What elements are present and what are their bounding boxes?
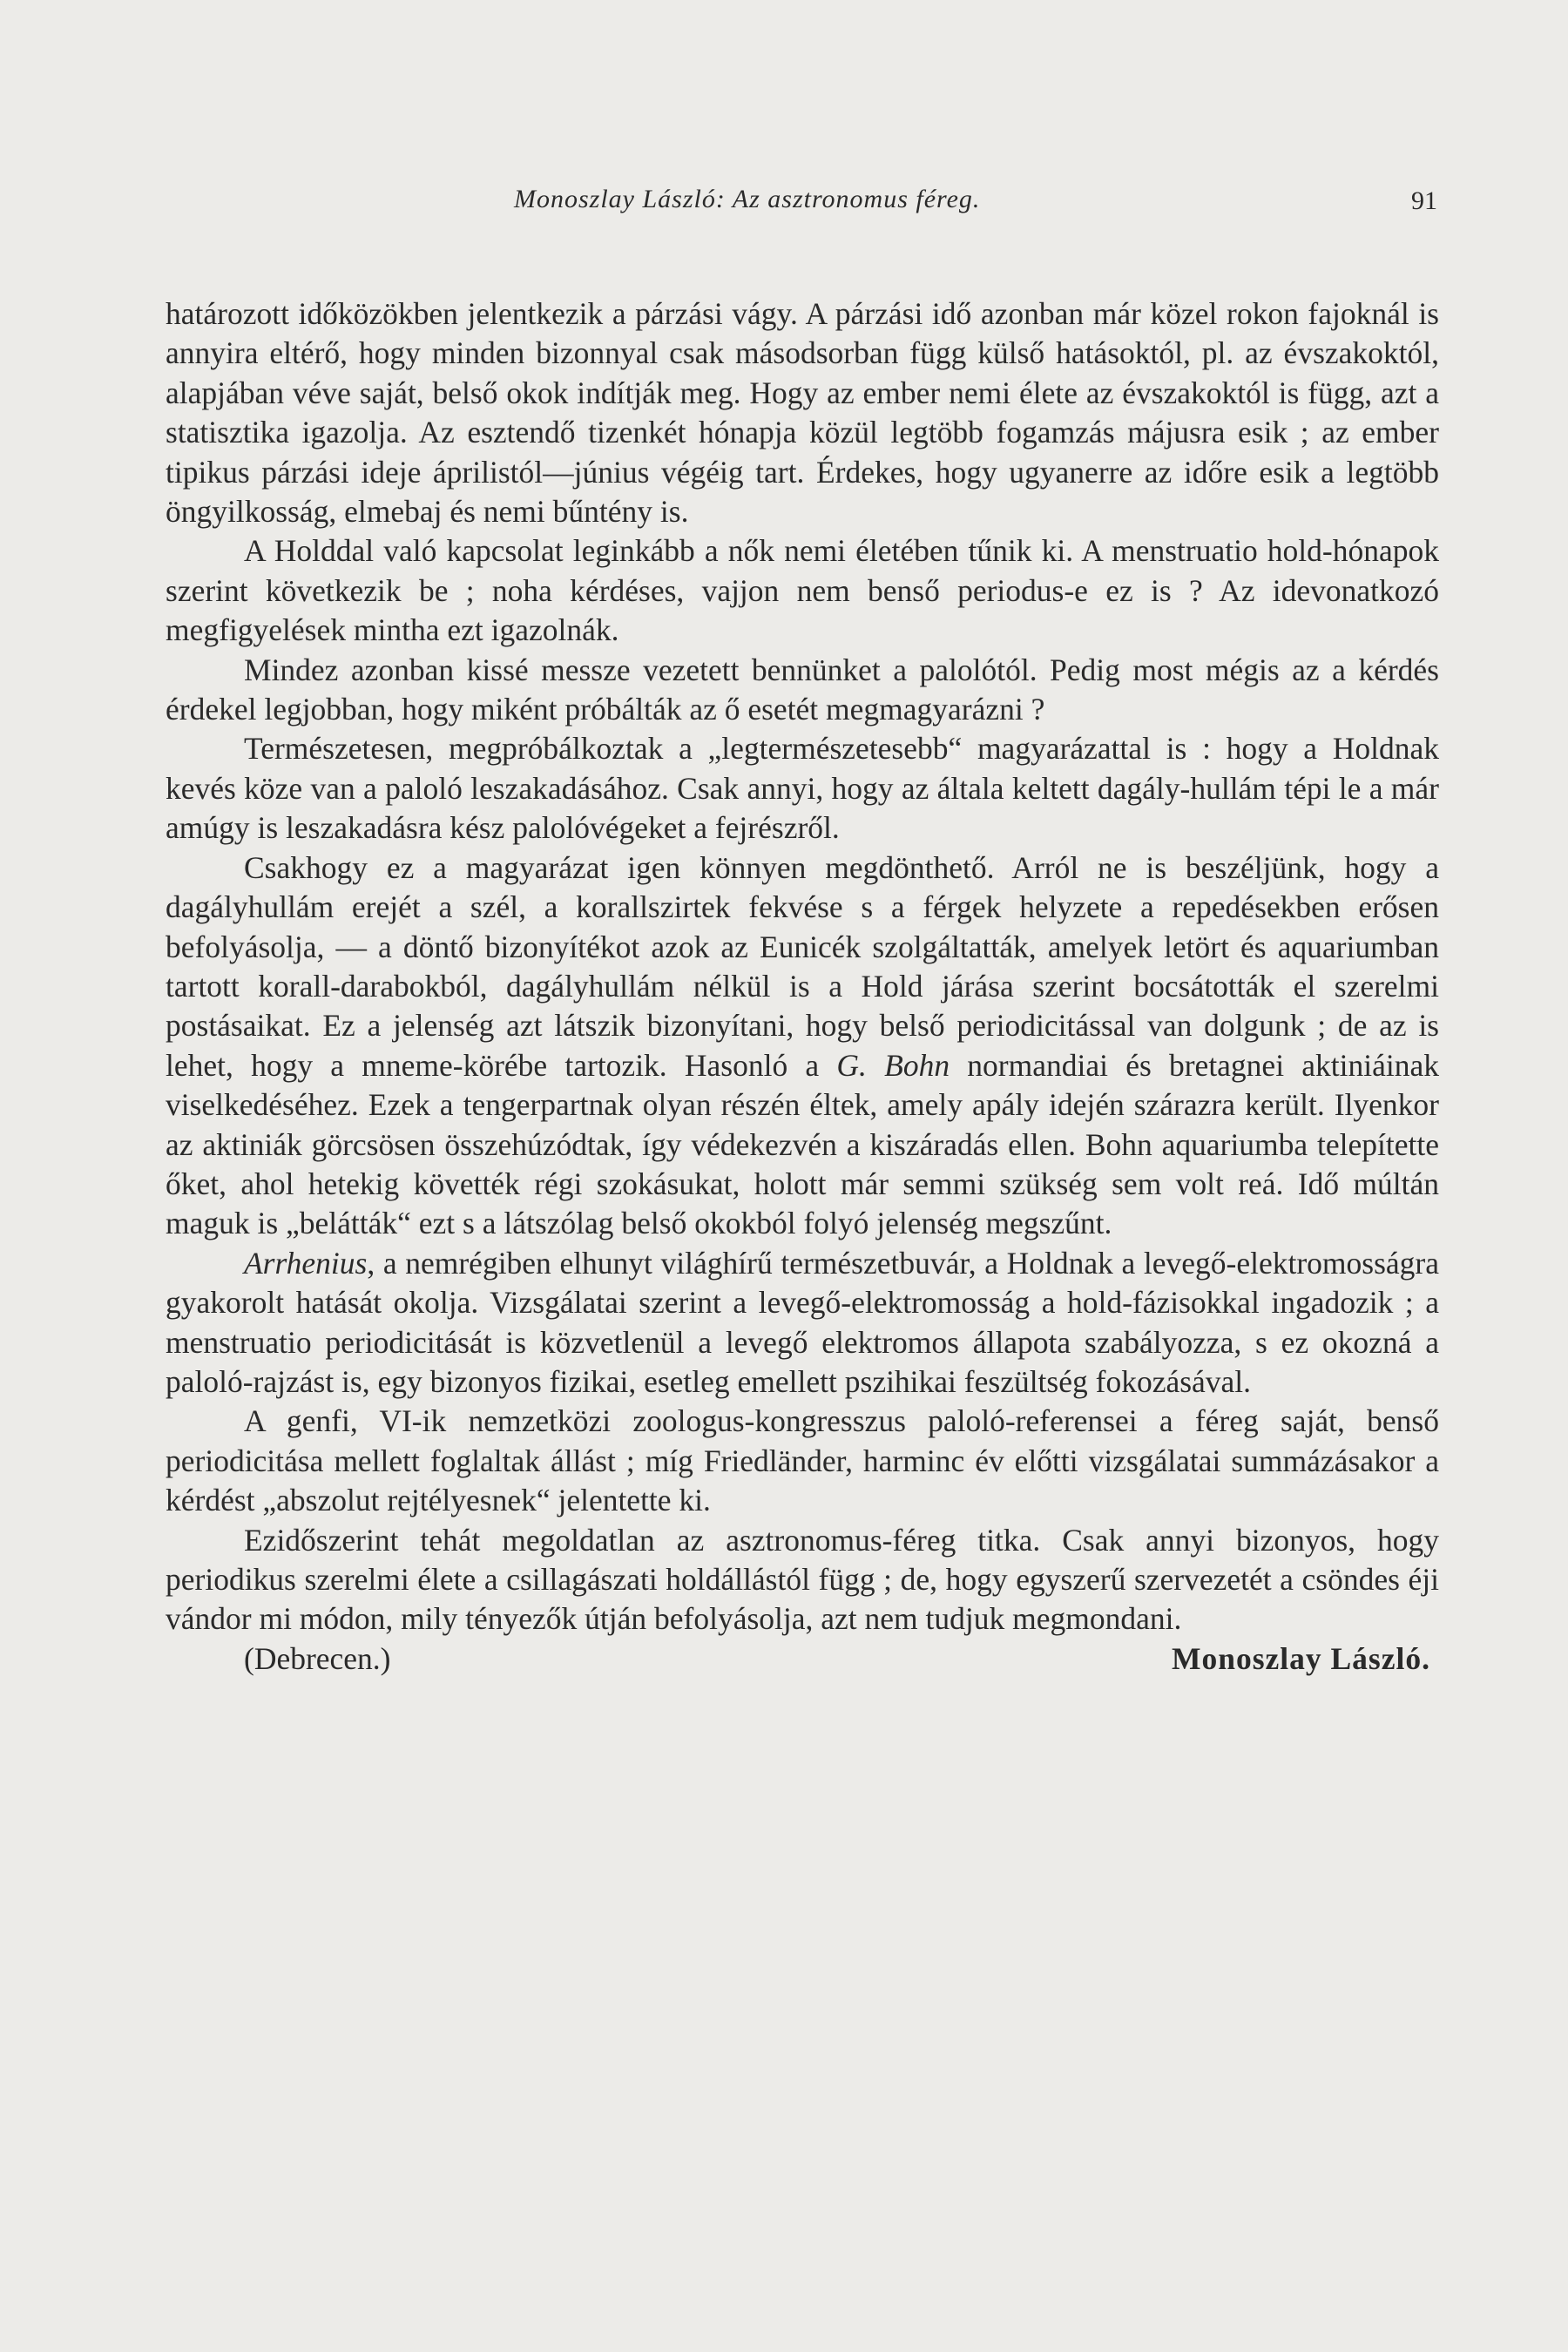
running-title: Monoszlay László: Az asztronomus féreg. xyxy=(514,185,981,213)
paragraph xyxy=(166,848,1439,1244)
article-body xyxy=(166,294,1439,1679)
emphasized-name: Arrhenius xyxy=(244,1245,368,1281)
closing-line xyxy=(166,1639,1439,1679)
paragraph-text: , a nemrégiben elhunyt világhírű természetbuvár, a Holdnak a levegő-elektromosságra gyakorolt hatását okolja. Vizsgálatai szerint a levegő-elektromosság a hold-fázisokkal ingadozik ; a menstruatio periodicitását is közvetlenül a levegő elektromos állapota szabályozza, s ez okozná a paloló-rajzást is, egy bizonyos fizikai, esetleg emellett pszihikai feszültség fokozásával. xyxy=(166,1245,1439,1399)
emphasized-name: G. Bohn xyxy=(836,1047,950,1083)
paragraph: Ezidőszerint tehát megoldatlan az asztronomus-féreg titka. Csak annyi bizonyos, hogy periodikus szerelmi élete a csillagászati holdállástól függ ; de, hogy egyszerű szervezetét a csöndes éji vándor mi módon, mily tényezők útján befolyásolja, azt nem tudjuk megmondani. xyxy=(166,1522,1439,1637)
author-signature: Monoszlay László. xyxy=(1171,1640,1430,1676)
paragraph: határozott időközökben jelentkezik a párzási vágy. A párzási idő azonban már közel rokon fajoknál is annyira eltérő, hogy minden bizonnyal csak másodsorban függ külső hatásoktól, pl. az évszakoktól, alapjában véve saját, belső okok indítják meg. Hogy az ember nemi élete az évszakoktól is függ, azt a statisztika igazolja. Az esztendő tizenkét hónapja közül legtöbb fogamzás májusra esik ; az ember tipikus párzási ideje áprilistól—június végéig tart. Érdekes, hogy ugyanerre az időre esik a legtöbb öngyilkosság, elmebaj és nemi bűntény is. xyxy=(166,296,1439,530)
paragraph-text: Csakhogy ez a magyarázat igen könnyen megdönthető. Arról ne is beszéljünk, hogy a dagályhullám erejét a szél, a korallszirtek fekvése s a férgek helyzete a repedésekben erősen befolyásolja, — a döntő bizonyítékot azok az Eunicék szolgáltatták, amelyek letört és aquariumban tartott korall-darabokból, dagályhullám nélkül is a Hold járása szerint bocsátották el szerelmi postásaikat. Ez a jelenség azt látszik bizonyítani, hogy belső periodicitással van dolgunk ; de az is lehet, hogy a mneme-körébe tartozik. Hasonló a xyxy=(166,849,1439,1083)
paragraph xyxy=(166,1244,1439,1402)
running-head xyxy=(166,185,1437,228)
paragraph: Természetesen, megpróbálkoztak a „legtermészetesebb“ magyarázattal is : hogy a Holdnak kevés köze van a paloló leszakadásához. Csak annyi, hogy az általa keltett dagály-hullám tépi le a már amúgy is leszakadásra kész palolóvégeket a fejrészről. xyxy=(166,731,1439,846)
place-of-writing: (Debrecen.) xyxy=(244,1640,391,1676)
page-number: 91 xyxy=(1411,186,1437,215)
paragraph: A Holddal való kapcsolat leginkább a nők nemi életében tűnik ki. A menstruatio hold-hónapok szerint következik be ; noha kérdéses, vajjon nem benső periodus-e ez is ? Az idevonatkozó megfigyelések mintha ezt igazolnák. xyxy=(166,533,1439,648)
paragraph-text: normandiai és bretagnei aktiniáinak viselkedéséhez. Ezek a tengerpartnak olyan részén éltek, amely apály idején szárazra került. Ilyenkor az aktiniák görcsösen összehúzódtak, így védekezvén a kiszáradás ellen. Bohn aquariumba telepítette őket, ahol hetekig követték régi szokásukat, holott már semmi szükség sem volt reá. Idő múltán maguk is „belátták“ ezt s a látszólag belső okokból folyó jelenség megszűnt. xyxy=(166,1047,1439,1241)
paragraph: Mindez azonban kissé messze vezetett bennünket a palolótól. Pedig most mégis az a kérdés érdekel legjobban, hogy miként próbálták az ő esetét megmagyarázni ? xyxy=(166,652,1439,727)
paragraph: A genfi, VI-ik nemzetközi zoologus-kongresszus paloló-referensei a féreg saját, benső periodicitása mellett foglaltak állást ; míg Friedländer, harminc év előtti vizsgálatai summázásakor a kérdést „abszolut rejtélyesnek“ jelentette ki. xyxy=(166,1403,1439,1518)
